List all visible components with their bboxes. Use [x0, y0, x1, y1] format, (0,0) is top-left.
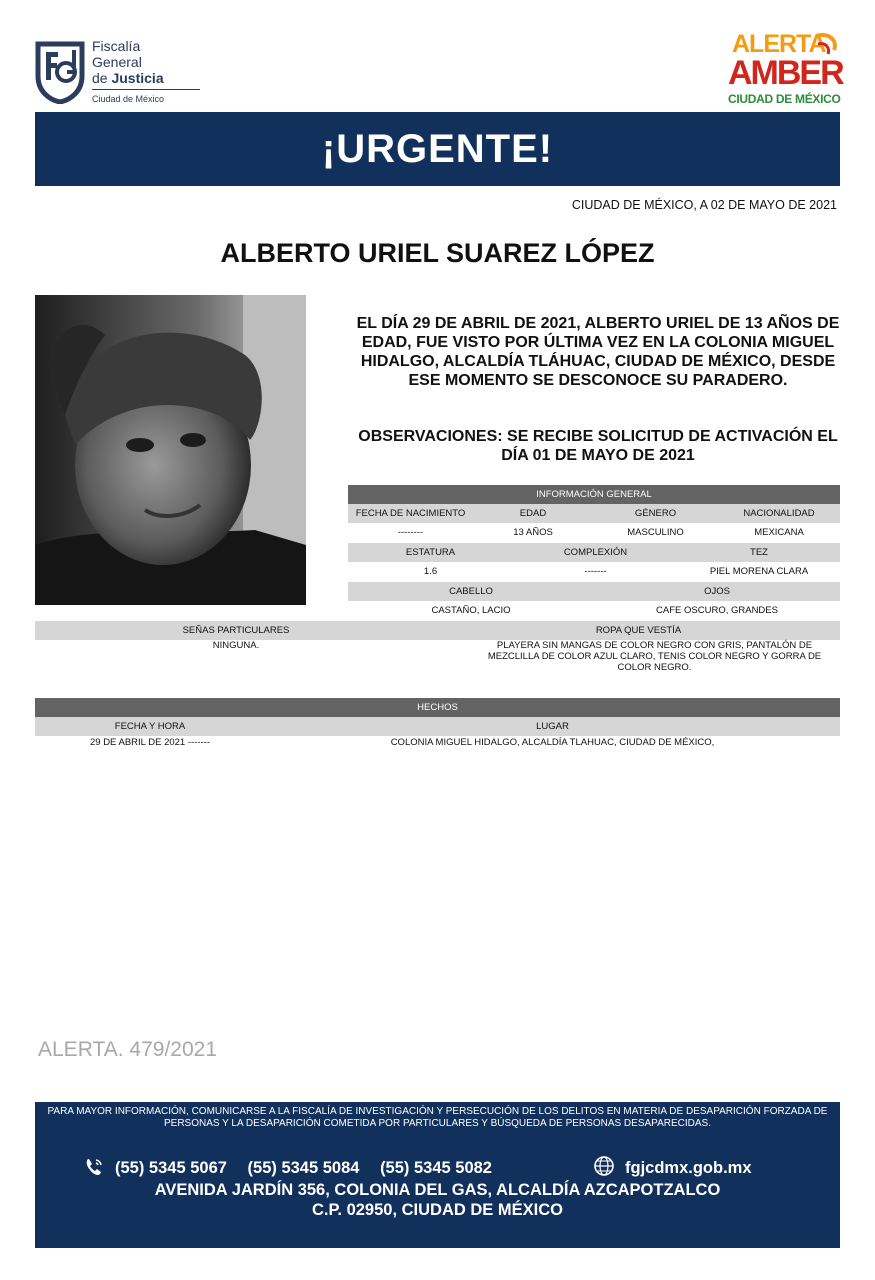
issue-date: CIUDAD DE MÉXICO, A 02 DE MAYO DE 2021 [571, 198, 837, 212]
logo-line-justicia-bold: Justicia [111, 70, 164, 86]
phone-number-2[interactable]: (55) 5345 5084 [247, 1159, 360, 1177]
footer-address [35, 1180, 840, 1220]
info-table-title: INFORMACIÓN GENERAL [348, 485, 840, 504]
logo-divider [92, 89, 200, 90]
case-description: EL DÍA 29 DE ABRIL DE 2021, ALBERTO URIEL DE 13 AÑOS DE EDAD, FUE VISTO POR ÚLTIMA VEZ EN LA COLONIA MIGUEL HIDALGO, ALCALDÍA TLÁHUAC, CIUDAD DE MÉXICO, DESDE ESE MOMENTO SE DESCONOCE SU PARADERO. [356, 315, 840, 389]
photo-image [35, 295, 306, 605]
missing-person-photo [35, 295, 306, 605]
header-ropa: ROPA QUE VESTÍA [595, 625, 682, 636]
observations: OBSERVACIONES: SE RECIBE SOLICITUD DE ACTIVACIÓN EL DÍA 01 DE MAYO DE 2021 [358, 428, 838, 464]
logo-line-general: General [92, 54, 142, 70]
logo-line-ciudad: Ciudad de México [92, 94, 165, 104]
amber-ciudad: CIUDAD DE MÉXICO [728, 92, 841, 106]
header-complexion: COMPLEXIÓN [563, 547, 628, 558]
alert-number: ALERTA. 479/2021 [38, 1038, 218, 1061]
logo-line-justicia [92, 70, 164, 86]
address-line-1: AVENIDA JARDÍN 356, COLONIA DEL GAS, ALCALDÍA AZCAPOTZALCO [154, 1181, 721, 1199]
fgj-emblem-icon [34, 36, 86, 104]
header-fecha-nacimiento: FECHA DE NACIMIENTO [355, 508, 466, 519]
phone-number-3[interactable]: (55) 5345 5082 [380, 1159, 492, 1177]
hechos-title: HECHOS [35, 698, 840, 717]
fgj-logo [34, 32, 184, 108]
logo-line-fiscalia: Fiscalía [92, 38, 141, 54]
value-complexion: ------- [584, 566, 607, 577]
value-estatura: 1.6 [423, 566, 438, 577]
header-nacionalidad: NACIONALIDAD [743, 508, 815, 519]
header-fecha-hora: FECHA Y HORA [114, 721, 186, 732]
missing-person-name: ALBERTO URIEL SUAREZ LÓPEZ [220, 238, 655, 268]
amber-word: AMBER [728, 54, 843, 92]
header-edad: EDAD [519, 508, 547, 519]
features-value-row [35, 640, 840, 673]
info-row3-values [348, 601, 840, 620]
value-cabello: CASTAÑO, LACIO [431, 605, 511, 616]
value-ojos: CAFE OSCURO, GRANDES [656, 605, 778, 616]
header-ojos: OJOS [704, 586, 730, 597]
value-tez: PIEL MORENA CLARA [709, 566, 809, 577]
globe-icon [593, 1155, 615, 1177]
header-tez: TEZ [750, 547, 768, 558]
address-line-2: C.P. 02950, CIUDAD DE MÉXICO [312, 1201, 563, 1219]
value-senas-particulares: NINGUNA. [212, 640, 260, 651]
value-fecha-hora: 29 DE ABRIL DE 2021 ------- [89, 737, 211, 748]
info-table-title-row [348, 485, 840, 504]
value-nacionalidad: MEXICANA [754, 527, 804, 538]
info-row1-headers [348, 504, 840, 523]
contact-footer [35, 1102, 840, 1248]
hechos-header-row [35, 717, 840, 736]
footer-info-text: PARA MAYOR INFORMACIÓN, COMUNICARSE A LA FISCALÍA DE INVESTIGACIÓN Y PERSECUCIÓN DE LOS DELITOS EN MATERIA DE DESAPARICIÓN FORZADA DE PERSONAS Y LA DESAPARICIÓN COMETIDA POR PARTICULARES Y BÚSQUEDA DE PERSONAS DESAPARECIDAS. [47, 1106, 828, 1129]
header-lugar: LUGAR [536, 721, 569, 732]
urgent-banner: ¡URGENTE! [35, 112, 840, 186]
value-edad: 13 AÑOS [513, 527, 553, 538]
value-lugar: COLONIA MIGUEL HIDALGO, ALCALDÍA TLAHUAC, CIUDAD DE MÉXICO, [390, 737, 715, 748]
value-fecha-nacimiento: -------- [397, 527, 424, 538]
website-link[interactable]: fgjcdmx.gob.mx [625, 1159, 752, 1177]
info-row3-headers [348, 582, 840, 601]
phone-number-1[interactable]: (55) 5345 5067 [115, 1159, 227, 1177]
phone-icon [84, 1157, 104, 1177]
info-row1-values [348, 523, 840, 542]
info-row2-values [348, 562, 840, 581]
footer-phones [115, 1159, 508, 1178]
value-genero: MASCULINO [627, 527, 684, 538]
header-cabello: CABELLO [449, 586, 493, 597]
header-senas-particulares: SEÑAS PARTICULARES [182, 625, 290, 636]
header-genero: GÉNERO [634, 508, 677, 519]
info-row2-headers [348, 543, 840, 562]
value-ropa: PLAYERA SIN MANGAS DE COLOR NEGRO CON GRIS, PANTALÓN DE MEZCLILLA DE COLOR AZUL CLARO, TENIS COLOR NEGRO Y GORRA DE COLOR NEGRO. [487, 640, 822, 673]
features-header-row [35, 621, 840, 640]
alerta-amber-logo [724, 28, 842, 108]
header-estatura: ESTATURA [405, 547, 456, 558]
hechos-value-row [35, 737, 840, 751]
logo-line-de: de [92, 70, 112, 86]
alerta-word: ALERTA [732, 30, 826, 58]
